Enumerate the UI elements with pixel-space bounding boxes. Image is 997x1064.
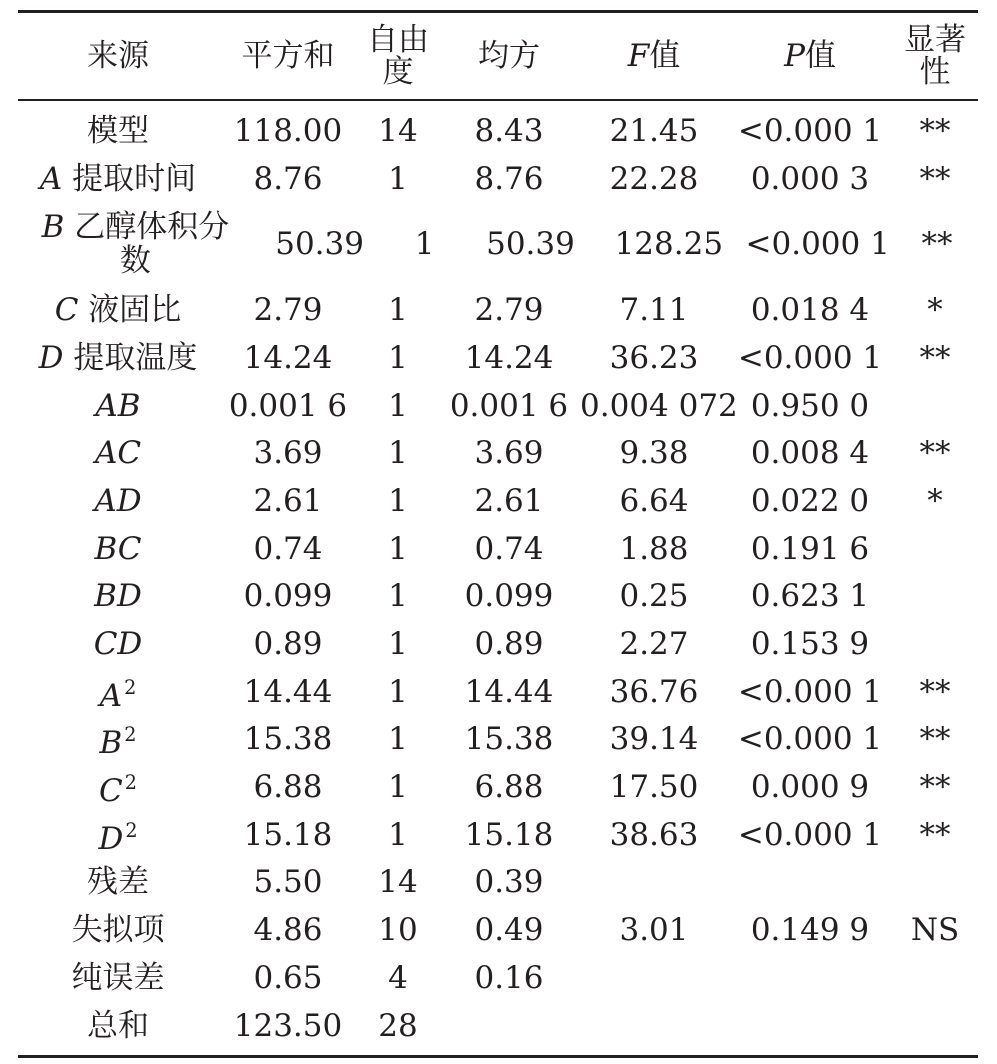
cell-significance: ** xyxy=(919,160,951,197)
cell-source xyxy=(18,814,218,856)
cell-sum-of-squares: 50.39 xyxy=(275,226,364,263)
cell-significance: * xyxy=(927,292,943,329)
factor-symbol: CD xyxy=(93,626,143,663)
cell-source xyxy=(18,484,218,518)
cell-sum-of-squares: 0.74 xyxy=(253,530,323,567)
cell-f-value: 38.63 xyxy=(609,816,699,853)
cell-mean-square: 14.24 xyxy=(464,339,554,376)
table-row xyxy=(18,859,978,907)
cell-degrees-of-freedom: 1 xyxy=(414,226,435,263)
cell-f-value: 36.76 xyxy=(609,673,699,710)
factor-symbol: AC xyxy=(94,435,142,472)
factor-label: 残差 xyxy=(87,864,149,901)
cell-source xyxy=(18,341,218,375)
cell-sum-of-squares: 8.76 xyxy=(253,160,323,197)
header-sig-line1: 显著 xyxy=(904,22,966,58)
cell-degrees-of-freedom: 1 xyxy=(388,578,408,615)
cell-mean-square: 8.76 xyxy=(474,160,544,197)
cell-sum-of-squares: 4.86 xyxy=(253,912,323,949)
cell-f-value: 21.45 xyxy=(609,112,699,149)
table-header-row xyxy=(18,13,978,101)
cell-source xyxy=(18,293,218,327)
table-row xyxy=(18,525,978,573)
cell-f-value: 7.11 xyxy=(619,292,689,329)
factor-symbol: B xyxy=(41,209,65,246)
cell-p-value: 0.623 1 xyxy=(750,578,870,615)
cell-p-value: 0.153 9 xyxy=(750,626,870,663)
cell-mean-square: 6.88 xyxy=(474,769,544,806)
table-row xyxy=(18,954,978,1002)
cell-degrees-of-freedom: 1 xyxy=(388,673,408,710)
factor-label: 液固比 xyxy=(88,292,182,329)
cell-degrees-of-freedom: 1 xyxy=(388,387,408,424)
cell-p-value: 0.149 9 xyxy=(750,912,870,949)
cell-mean-square: 15.18 xyxy=(464,816,554,853)
cell-sum-of-squares: 123.50 xyxy=(233,1007,343,1044)
cell-mean-square: 3.69 xyxy=(474,435,544,472)
cell-significance: ** xyxy=(921,226,953,263)
cell-mean-square: 0.39 xyxy=(474,864,544,901)
cell-significance: ** xyxy=(919,673,951,710)
factor-label: 模型 xyxy=(87,112,149,149)
cell-source xyxy=(18,913,218,947)
header-source: 来源 xyxy=(87,38,149,74)
cell-mean-square: 8.43 xyxy=(474,112,544,149)
cell-source xyxy=(18,961,218,995)
cell-source xyxy=(18,579,218,613)
cell-source xyxy=(18,671,218,713)
cell-f-value: 1.88 xyxy=(619,530,689,567)
cell-p-value: <0.000 1 xyxy=(737,339,883,376)
header-f-value xyxy=(580,40,728,72)
cell-sum-of-squares: 2.61 xyxy=(253,482,323,519)
cell-significance: ** xyxy=(919,339,951,376)
factor-symbol: A xyxy=(99,677,123,714)
cell-f-value: 2.27 xyxy=(619,626,689,663)
cell-mean-square: 0.49 xyxy=(474,912,544,949)
header-df-line1: 自由 xyxy=(367,22,429,58)
factor-exponent: 2 xyxy=(124,675,137,699)
factor-symbol: C xyxy=(99,773,123,810)
factor-symbol: AD xyxy=(94,482,142,519)
header-f-letter: F xyxy=(627,38,650,74)
cell-degrees-of-freedom: 14 xyxy=(378,112,418,149)
cell-sum-of-squares: 14.24 xyxy=(243,339,333,376)
cell-f-value: 3.01 xyxy=(619,912,689,949)
factor-symbol: B xyxy=(99,725,123,762)
cell-p-value: 0.022 0 xyxy=(750,482,870,519)
cell-degrees-of-freedom: 28 xyxy=(378,1007,418,1044)
header-significance xyxy=(892,24,978,88)
factor-symbol: BC xyxy=(94,530,142,567)
cell-p-value: 0.950 0 xyxy=(750,387,870,424)
anova-table xyxy=(18,10,978,1058)
cell-significance: * xyxy=(927,482,943,519)
table-row xyxy=(18,155,978,203)
cell-p-value: 0.191 6 xyxy=(750,530,870,567)
table-row xyxy=(18,620,978,668)
table-row xyxy=(18,382,978,430)
cell-significance: ** xyxy=(919,721,951,758)
factor-label: 提取温度 xyxy=(73,339,198,376)
cell-mean-square: 2.61 xyxy=(474,482,544,519)
cell-p-value: <0.000 1 xyxy=(737,816,883,853)
cell-mean-square: 0.74 xyxy=(474,530,544,567)
cell-degrees-of-freedom: 1 xyxy=(388,769,408,806)
cell-sum-of-squares: 2.79 xyxy=(253,292,323,329)
cell-f-value: 128.25 xyxy=(614,226,724,263)
table-row xyxy=(18,573,978,621)
cell-p-value: <0.000 1 xyxy=(745,226,890,263)
cell-sum-of-squares: 0.89 xyxy=(253,626,323,663)
factor-label: 总和 xyxy=(87,1007,149,1044)
cell-source xyxy=(18,627,218,661)
factor-label: 失拟项 xyxy=(71,912,165,949)
cell-sum-of-squares: 3.69 xyxy=(253,435,323,472)
table-row xyxy=(18,429,978,477)
cell-p-value: 0.000 9 xyxy=(750,769,870,806)
header-degrees-of-freedom xyxy=(358,24,438,88)
table-row xyxy=(18,286,978,334)
cell-source xyxy=(18,766,218,808)
cell-p-value: 0.018 4 xyxy=(750,292,870,329)
cell-significance: ** xyxy=(919,816,951,853)
factor-label: 纯误差 xyxy=(71,959,165,996)
cell-f-value: 0.004 072 xyxy=(580,387,738,424)
cell-source xyxy=(18,162,218,196)
factor-symbol: C xyxy=(54,292,79,329)
header-p-suffix: 值 xyxy=(804,38,836,74)
cell-p-value: 0.000 3 xyxy=(750,160,870,197)
cell-mean-square: 14.44 xyxy=(464,673,554,710)
cell-sum-of-squares: 15.18 xyxy=(243,816,333,853)
cell-p-value: <0.000 1 xyxy=(737,721,883,758)
cell-sum-of-squares: 0.65 xyxy=(253,959,323,996)
table-row xyxy=(18,1002,978,1050)
cell-f-value: 6.64 xyxy=(619,482,689,519)
cell-p-value: 0.008 4 xyxy=(750,435,870,472)
cell-f-value: 17.50 xyxy=(609,769,699,806)
header-sig-line2: 性 xyxy=(919,54,951,90)
cell-f-value: 9.38 xyxy=(619,435,689,472)
cell-sum-of-squares: 14.44 xyxy=(243,673,333,710)
cell-f-value: 36.23 xyxy=(609,339,699,376)
table-row xyxy=(18,716,978,764)
factor-exponent: 2 xyxy=(124,723,137,747)
cell-mean-square: 2.79 xyxy=(474,292,544,329)
cell-significance: NS xyxy=(910,912,960,949)
table-row xyxy=(18,334,978,382)
cell-degrees-of-freedom: 10 xyxy=(378,912,418,949)
header-f-suffix: 值 xyxy=(649,38,681,74)
cell-significance: ** xyxy=(919,112,951,149)
cell-mean-square: 0.001 6 xyxy=(449,387,569,424)
cell-degrees-of-freedom: 4 xyxy=(388,959,408,996)
factor-symbol: AB xyxy=(95,387,141,424)
header-mean-square: 均方 xyxy=(478,38,540,74)
cell-degrees-of-freedom: 1 xyxy=(388,160,408,197)
cell-source xyxy=(18,865,218,899)
cell-degrees-of-freedom: 1 xyxy=(388,530,408,567)
cell-mean-square: 15.38 xyxy=(464,721,554,758)
cell-degrees-of-freedom: 1 xyxy=(388,816,408,853)
cell-p-value: <0.000 1 xyxy=(737,673,883,710)
table-row xyxy=(18,477,978,525)
factor-exponent: 2 xyxy=(124,771,137,795)
table-row xyxy=(18,906,978,954)
cell-degrees-of-freedom: 1 xyxy=(388,721,408,758)
cell-f-value: 39.14 xyxy=(609,721,699,758)
cell-sum-of-squares: 118.00 xyxy=(233,112,343,149)
cell-degrees-of-freedom: 1 xyxy=(388,435,408,472)
cell-p-value: <0.000 1 xyxy=(737,112,883,149)
cell-source xyxy=(18,436,218,470)
cell-sum-of-squares: 15.38 xyxy=(243,721,333,758)
table-body xyxy=(18,107,978,1049)
table-row xyxy=(18,811,978,859)
header-df-line2: 度 xyxy=(382,54,414,90)
header-sum-of-squares: 平方和 xyxy=(241,38,335,74)
cell-source xyxy=(18,532,218,566)
table-row xyxy=(18,202,978,286)
cell-significance: ** xyxy=(919,435,951,472)
table-row xyxy=(18,668,978,716)
cell-source xyxy=(18,1009,218,1043)
table-row xyxy=(18,107,978,155)
cell-mean-square: 0.16 xyxy=(474,959,544,996)
cell-significance: ** xyxy=(919,769,951,806)
table-row xyxy=(18,763,978,811)
factor-symbol: D xyxy=(98,820,124,857)
cell-mean-square: 0.099 xyxy=(464,578,554,615)
cell-source xyxy=(18,718,218,760)
factor-label: 提取时间 xyxy=(72,160,197,197)
factor-label: 乙醇体积分数 xyxy=(74,209,230,280)
factor-symbol: BD xyxy=(94,578,142,615)
cell-source xyxy=(18,389,218,423)
factor-exponent: 2 xyxy=(125,818,138,842)
cell-degrees-of-freedom: 1 xyxy=(388,339,408,376)
cell-degrees-of-freedom: 1 xyxy=(388,292,408,329)
cell-sum-of-squares: 5.50 xyxy=(253,864,323,901)
cell-sum-of-squares: 6.88 xyxy=(253,769,323,806)
cell-sum-of-squares: 0.001 6 xyxy=(228,387,348,424)
factor-symbol: D xyxy=(38,339,64,376)
cell-mean-square: 50.39 xyxy=(486,226,575,263)
cell-f-value: 22.28 xyxy=(609,160,699,197)
factor-symbol: A xyxy=(39,160,63,197)
cell-source xyxy=(18,114,218,148)
cell-source xyxy=(18,210,253,278)
header-p-letter: P xyxy=(784,38,805,74)
header-p-value xyxy=(728,40,892,72)
cell-degrees-of-freedom: 14 xyxy=(378,864,418,901)
cell-sum-of-squares: 0.099 xyxy=(243,578,333,615)
cell-degrees-of-freedom: 1 xyxy=(388,626,408,663)
cell-degrees-of-freedom: 1 xyxy=(388,482,408,519)
cell-mean-square: 0.89 xyxy=(474,626,544,663)
cell-f-value: 0.25 xyxy=(619,578,689,615)
